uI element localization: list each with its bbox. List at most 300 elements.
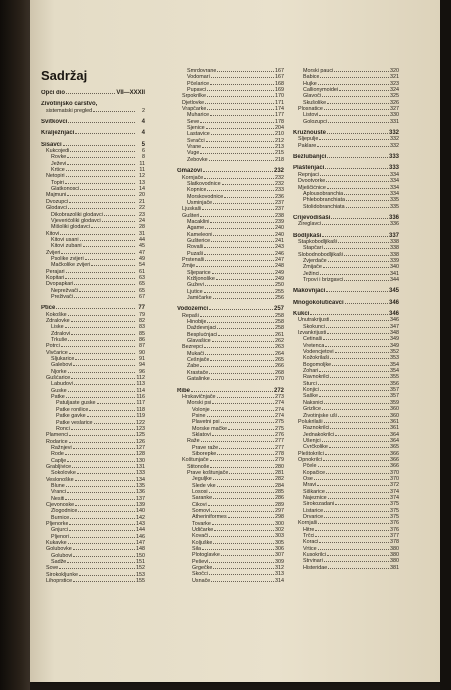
dot-leader — [335, 432, 389, 436]
toc-page-number: 349 — [390, 342, 399, 349]
toc-entry-title: Jamičarke — [187, 295, 212, 302]
toc-page-number: VII—XXXII — [116, 90, 145, 96]
dot-leader — [319, 393, 389, 397]
toc-page-number: 276 — [275, 431, 284, 438]
toc-page-number: 334 — [390, 184, 399, 191]
toc-page-number: 262 — [275, 338, 284, 345]
toc-page-number: 282 — [275, 476, 284, 483]
toc-entry-title: Polukrilaši — [298, 418, 323, 425]
dot-leader — [213, 476, 274, 480]
toc-entry-title: Golubovke — [46, 546, 72, 553]
toc-page-number: 365 — [390, 444, 399, 451]
dot-leader — [200, 313, 274, 317]
toc-entry-title: Usminjače — [187, 199, 213, 206]
dot-leader — [209, 157, 274, 161]
dot-leader — [205, 351, 274, 355]
toc-entry-title: Kitovi — [46, 230, 60, 237]
toc-entry-title: Listarice — [303, 507, 324, 514]
dot-leader — [346, 197, 389, 201]
dot-leader — [59, 565, 135, 569]
dot-leader — [324, 514, 389, 518]
dot-leader — [323, 457, 389, 461]
toc-entry — [293, 143, 399, 149]
toc-entry-title: Lihoprstice — [46, 578, 73, 585]
toc-page-number: 44 — [139, 236, 145, 243]
toc-page-number: 239 — [275, 218, 284, 225]
toc-page-number: 232 — [275, 180, 284, 187]
toc-page-number: 338 — [390, 238, 399, 245]
toc-entry — [293, 277, 399, 283]
toc-entry-title: Liske — [51, 324, 64, 331]
toc-entry-title: Sisavci — [41, 141, 62, 148]
dot-leader — [70, 534, 135, 538]
dot-leader — [320, 172, 389, 176]
toc-entry-title: Stapčari — [303, 245, 323, 252]
toc-page-number: 289 — [275, 501, 284, 508]
toc-entry-title: Tovarke — [192, 520, 211, 527]
toc-entry-title: Ljutice — [187, 288, 203, 295]
dot-leader — [83, 243, 135, 247]
toc-entry-title: Pčelarice — [187, 80, 210, 87]
toc-entry-title: Burnice — [51, 514, 70, 521]
dot-leader — [67, 559, 135, 563]
toc-entry-title: Gmazovi — [177, 168, 203, 175]
dot-leader — [317, 143, 389, 147]
toc-page-number: 355 — [390, 374, 399, 381]
dot-leader — [77, 470, 135, 474]
dot-leader — [74, 294, 135, 298]
dot-leader — [319, 368, 389, 372]
toc-entry-title: Glavoči — [303, 93, 321, 100]
dot-leader — [210, 464, 274, 468]
toc-entry-title: Ždralovke — [46, 318, 70, 324]
dot-leader — [327, 185, 389, 189]
toc-entry-title: Kralježnjaci — [41, 130, 75, 137]
dot-leader — [221, 552, 274, 556]
dot-leader — [330, 374, 389, 378]
toc-column-3 — [293, 68, 399, 571]
toc-page-number: 277 — [275, 438, 284, 445]
toc-entry-title: Guževi — [187, 282, 204, 289]
toc-entry-title: Dvopapkari — [46, 281, 74, 288]
toc-entry-title: Perajari — [46, 268, 65, 275]
toc-entry-title: Češnjače — [187, 357, 210, 364]
dot-leader — [80, 237, 135, 241]
toc-entry-title: Bogomoljke — [303, 361, 332, 368]
toc-entry-title: Psolike zvijeri — [51, 255, 84, 262]
toc-page-number: 127 — [136, 444, 145, 451]
toc-page-number: 334 — [390, 190, 399, 197]
toc-page-number: 167 — [275, 74, 284, 81]
dot-leader — [323, 264, 389, 268]
dot-leader — [61, 250, 135, 254]
dot-leader — [320, 271, 389, 275]
dot-leader — [310, 311, 388, 315]
toc-page-number: 364 — [390, 437, 399, 444]
toc-page-number: 170 — [275, 93, 284, 100]
toc-page-number: 339 — [390, 257, 399, 264]
toc-page-number: 123 — [136, 425, 145, 432]
toc-page-number: 326 — [390, 99, 399, 106]
toc-entry-title: Netopiri — [46, 173, 65, 180]
dot-leader — [68, 388, 135, 392]
dot-leader — [335, 501, 389, 505]
page-title: Sadržaj — [41, 68, 88, 83]
toc-page-number: 273 — [275, 393, 284, 400]
toc-section-heading — [41, 90, 145, 96]
toc-entry-title: Pupavci — [187, 87, 207, 94]
toc-page-number: 361 — [390, 418, 399, 425]
dot-leader — [66, 90, 115, 94]
toc-page-number: 265 — [275, 357, 284, 364]
toc-page-number: 5 — [141, 141, 145, 148]
toc-page-number: 243 — [275, 244, 284, 251]
dot-leader — [324, 106, 389, 110]
toc-entry-title: Kopačice — [303, 469, 326, 476]
dot-leader — [68, 337, 135, 341]
toc-page-number: 275 — [275, 419, 284, 426]
dot-leader — [210, 357, 274, 361]
toc-page-number: 236 — [275, 193, 284, 200]
dot-leader — [65, 496, 135, 500]
toc-page-number: 54 — [139, 262, 145, 269]
dot-leader — [73, 445, 135, 449]
dot-leader — [319, 136, 389, 140]
toc-entry-title: Srpokrilke — [182, 93, 206, 100]
toc-entry-title: Patke veslarice — [56, 419, 93, 426]
dot-leader — [65, 275, 135, 279]
toc-page-number: 277 — [275, 444, 284, 451]
dot-leader — [212, 270, 274, 274]
toc-entry-title: Sklatovi — [192, 431, 211, 438]
toc-entry-title: Rodarice — [46, 438, 68, 445]
book-spine — [0, 0, 30, 690]
dot-leader — [329, 444, 389, 448]
toc-page-number: 232 — [273, 168, 284, 175]
dot-leader — [217, 325, 274, 329]
dot-leader — [324, 400, 389, 404]
toc-entry-title: Zvijeri — [46, 249, 61, 256]
dot-leader — [209, 489, 274, 493]
dot-leader — [66, 167, 135, 171]
dot-leader — [73, 553, 135, 557]
dot-leader — [213, 295, 274, 299]
toc-page-number: 249 — [275, 269, 284, 276]
toc-entry-title: Jednakokrilci — [303, 431, 335, 438]
toc-entry-title: Agame — [187, 225, 205, 232]
toc-page-number: 274 — [275, 406, 284, 413]
toc-entry-title: Ptice — [41, 305, 56, 312]
toc-entry-title: Širokokljunke — [46, 571, 79, 578]
dot-leader — [71, 426, 135, 430]
toc-entry-title: Skušolike — [303, 99, 327, 106]
toc-entry-title: Glavašice — [187, 338, 211, 345]
dot-leader — [318, 520, 389, 524]
toc-entry-title: Šiškarice — [303, 488, 325, 495]
dot-leader — [331, 215, 388, 219]
dot-leader — [228, 514, 274, 518]
dot-leader — [346, 204, 389, 208]
toc-page-number: 338 — [390, 245, 399, 252]
toc-entry-title: Plamenci — [46, 432, 69, 439]
toc-entry-title: Čaplje — [51, 457, 67, 464]
toc-page-number: 213 — [275, 144, 284, 151]
toc-entry-title: Plotoglavke — [192, 552, 220, 559]
toc-entry-title: Jeguljke — [192, 476, 212, 483]
toc-page-number: 118 — [136, 406, 145, 413]
toc-page-number: 274 — [275, 400, 284, 407]
toc-page-number: 178 — [275, 118, 284, 125]
toc-entry-title: Pljenorke — [46, 521, 69, 527]
toc-entry-title: Nesiti — [51, 495, 65, 502]
toc-page-number: 210 — [275, 131, 284, 138]
toc-page-number: 281 — [275, 469, 284, 476]
toc-entry-title: Ribe — [177, 387, 191, 394]
toc-entry-title: Dikobrazoliki glodavci — [51, 211, 103, 218]
dot-leader — [212, 400, 274, 404]
toc-page-number: 352 — [390, 349, 399, 356]
dot-leader — [332, 362, 389, 366]
toc-entry-title: Somovi — [192, 508, 210, 515]
toc-entry-title: Usnače — [192, 577, 211, 584]
toc-entry-title: Bezlubanjci — [293, 154, 327, 161]
toc-entry-title: Vrane — [187, 144, 202, 151]
toc-page-number: 24 — [139, 217, 145, 224]
toc-entry-title: Paklare — [298, 142, 317, 149]
toc-entry-title: Udičarke — [192, 527, 214, 534]
toc-section-heading — [41, 119, 145, 125]
toc-entry-title: Grabljivice — [46, 463, 72, 470]
toc-page-number: 136 — [136, 489, 145, 496]
toc-entry-title: Ljuskaši — [182, 206, 202, 213]
toc-section-heading — [293, 300, 399, 306]
dot-leader — [212, 432, 274, 436]
dot-leader — [221, 419, 274, 423]
toc-entry-title: Mješčićnice — [298, 184, 326, 191]
toc-entry-title: Guske — [51, 387, 67, 394]
dot-leader — [200, 119, 274, 123]
dot-leader — [344, 252, 389, 256]
toc-page-number: 348 — [390, 330, 399, 337]
toc-page-number: 256 — [275, 295, 284, 302]
toc-entry — [41, 108, 145, 114]
toc-entry-title: Skokunci — [303, 323, 325, 330]
toc-page-number: 96 — [139, 368, 145, 375]
dot-leader — [207, 93, 274, 97]
toc-entry-title: Kokoške — [46, 311, 67, 318]
toc-page-number: 168 — [275, 80, 284, 87]
dot-leader — [324, 508, 389, 512]
toc-entry-title: Plaštenjaci — [293, 165, 325, 172]
dot-leader — [345, 300, 388, 304]
toc-page-number: 313 — [275, 571, 284, 578]
toc-page-number: 264 — [275, 350, 284, 357]
toc-entry-title: Ose — [303, 475, 313, 482]
toc-page-number: 320 — [390, 68, 399, 74]
dot-leader — [67, 154, 135, 158]
toc-page-number: 370 — [390, 475, 399, 482]
toc-page-number: 67 — [139, 293, 145, 300]
toc-page-number: 375 — [390, 501, 399, 508]
toc-entry-title: Kukci — [293, 311, 310, 317]
toc-page-number: 150 — [136, 552, 145, 559]
toc-entry-title: Kukcojedi — [46, 148, 70, 155]
dot-leader — [201, 438, 274, 442]
toc-page-number: 20 — [139, 192, 145, 199]
toc-entry-title: Vranci — [51, 489, 67, 496]
toc-page-number: 155 — [136, 578, 145, 585]
toc-page-number: 4 — [141, 119, 145, 126]
dot-leader — [75, 130, 135, 134]
toc-entry — [177, 578, 284, 584]
toc-entry-title: Kornjače — [182, 174, 204, 181]
dot-leader — [325, 165, 388, 169]
toc-section-heading — [293, 154, 399, 160]
toc-page-number: 4 — [141, 130, 145, 137]
dot-leader — [69, 439, 135, 443]
toc-page-number: 131 — [136, 463, 145, 470]
dot-leader — [204, 175, 274, 179]
dot-leader — [75, 477, 135, 481]
toc-page-number: 375 — [390, 514, 399, 520]
dot-leader — [66, 269, 135, 273]
toc-entry-title: Atheriniformes — [192, 514, 227, 521]
dot-leader — [324, 419, 389, 423]
toc-page-number: 140 — [136, 508, 145, 515]
toc-page-number: 297 — [275, 508, 284, 515]
dot-leader — [210, 457, 274, 461]
toc-page-number: 341 — [390, 270, 399, 277]
toc-entry-title: Babice — [303, 74, 320, 81]
toc-page-number: 321 — [390, 74, 399, 81]
toc-entry-title: Gušćarice — [46, 375, 71, 382]
dot-leader — [204, 344, 274, 348]
toc-entry-title: Crijevodišaši — [293, 214, 331, 221]
dot-leader — [67, 192, 135, 196]
dot-leader — [94, 420, 135, 424]
dot-leader — [327, 100, 389, 104]
toc-page-number: 344 — [390, 276, 399, 283]
toc-entry-title: Puzaši — [187, 250, 204, 257]
toc-page-number: 377 — [390, 533, 399, 540]
dot-leader — [209, 559, 274, 563]
dot-leader — [69, 432, 135, 436]
toc-entry-title: Muharice — [187, 112, 210, 119]
dot-leader — [104, 212, 135, 216]
dot-leader — [73, 578, 135, 582]
dot-leader — [202, 546, 274, 550]
toc-entry-title: Stolidobranchiata — [303, 203, 345, 210]
toc-page-number: 126 — [136, 438, 145, 445]
toc-page-number: 2 — [142, 107, 145, 114]
toc-entry-title: Konjici — [303, 387, 319, 394]
toc-entry — [177, 157, 284, 163]
toc-entry-title: Strvinari — [303, 558, 323, 565]
toc-page-number: 83 — [139, 324, 145, 331]
toc-entry-title: Trkuše — [51, 337, 68, 344]
toc-entry-title: Mukači — [187, 350, 205, 357]
dot-leader — [327, 130, 388, 134]
toc-page-number: 374 — [390, 494, 399, 501]
toc-page-number: 128 — [136, 451, 145, 458]
toc-page-number: 258 — [275, 312, 284, 319]
toc-page-number: 11 — [139, 167, 145, 174]
toc-page-number: 87 — [139, 343, 145, 350]
toc-page-number: 147 — [136, 540, 145, 547]
toc-page-number: 233 — [275, 187, 284, 194]
toc-entry-title: Smrdovrane — [187, 68, 217, 74]
toc-entry-title: Izvankrijusti — [298, 330, 327, 337]
toc-entry-title: Ražnjevi — [51, 444, 72, 451]
toc-page-number: 79 — [139, 311, 145, 318]
dot-leader — [322, 438, 389, 442]
toc-page-number: 94 — [139, 362, 145, 369]
toc-page-number: 212 — [275, 137, 284, 144]
dot-leader — [72, 464, 135, 468]
toc-entry-title: Bodljikaši — [293, 232, 322, 239]
dot-leader — [69, 527, 135, 531]
toc-page-number: 255 — [275, 288, 284, 295]
dot-leader — [315, 533, 389, 537]
dot-leader — [61, 343, 135, 347]
toc-entry-title: Stapkobodljikaši — [298, 238, 337, 245]
dot-leader — [324, 558, 389, 562]
dot-leader — [205, 100, 274, 104]
toc-page-number: 345 — [388, 288, 399, 295]
toc-page-number: 335 — [390, 203, 399, 210]
toc-entry-title: Skočci — [192, 571, 208, 578]
dot-leader — [323, 336, 389, 340]
toc-entry-title: sistematski pregled — [46, 107, 93, 114]
toc-page-number: 249 — [275, 276, 284, 282]
dot-leader — [74, 381, 135, 385]
toc-entry-title: Vivčarice — [46, 349, 68, 356]
toc-page-number: 232 — [275, 174, 284, 181]
toc-entry-title: Ždralovi — [51, 330, 71, 337]
toc-entry-title: Trčci — [303, 533, 315, 540]
toc-page-number: 346 — [388, 311, 399, 317]
toc-page-number: 167 — [275, 68, 284, 74]
dot-leader — [67, 161, 135, 165]
dot-leader — [91, 262, 135, 266]
dot-leader — [56, 305, 135, 309]
dot-leader — [229, 470, 274, 474]
dot-leader — [327, 330, 389, 334]
toc-entry-title: Koštunjače — [182, 457, 209, 464]
dot-leader — [318, 81, 389, 85]
dot-leader — [322, 221, 389, 225]
toc-page-number: 266 — [275, 363, 284, 370]
toc-page-number: 114 — [136, 387, 145, 394]
toc-entry-title: Vodozemci — [177, 306, 209, 313]
dot-leader — [209, 370, 274, 374]
toc-entry-title: Vretenca — [303, 342, 325, 349]
dot-leader — [344, 191, 389, 195]
toc-page-number: 278 — [275, 450, 284, 457]
toc-entry-title: Morske mačke — [192, 425, 228, 432]
toc-page-number: 335 — [390, 197, 399, 204]
toc-entry-title: Šljukarice — [51, 356, 75, 363]
toc-page-number: 263 — [275, 344, 284, 351]
toc-page-number: 137 — [136, 495, 145, 502]
toc-page-number: 303 — [275, 533, 284, 540]
toc-entry-title: Morski pauci — [303, 68, 334, 74]
dot-leader — [213, 232, 274, 236]
dot-leader — [207, 319, 274, 323]
toc-page-number: 240 — [275, 225, 284, 232]
toc-entry-title: Zebovke — [187, 156, 208, 163]
toc-page-number: 246 — [275, 250, 284, 257]
